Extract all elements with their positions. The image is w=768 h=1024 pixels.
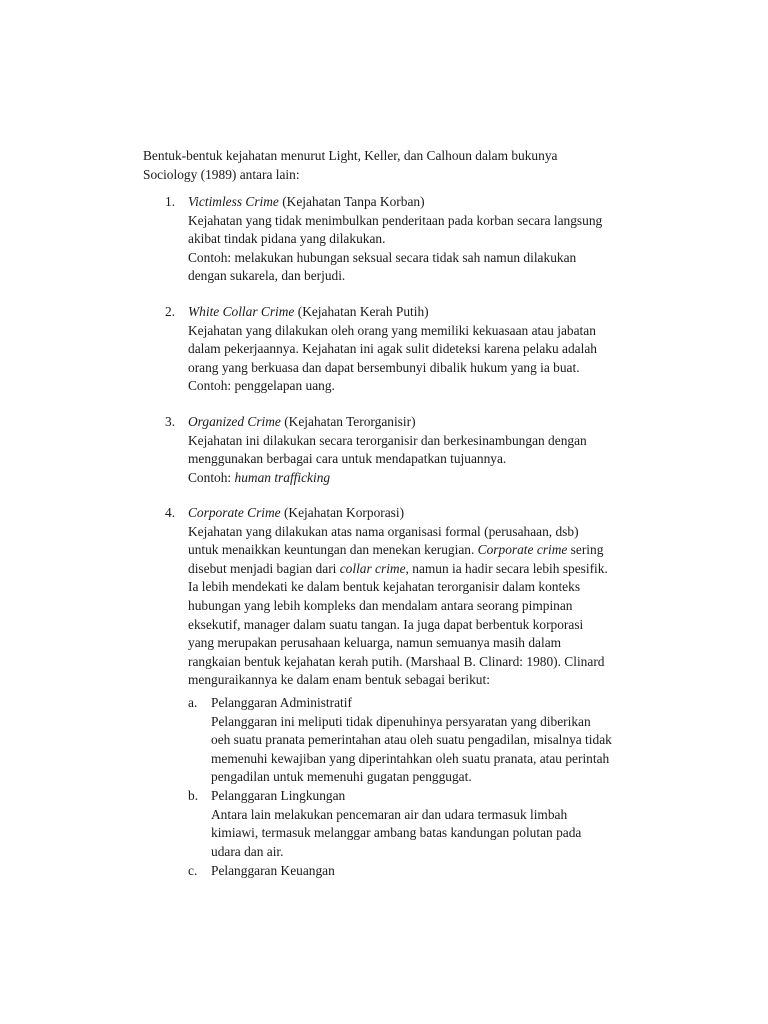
item-line: rangkaian bentuk kejahatan kerah putih. (Marshaal B. Clinard: 1980). Clinard [188, 653, 605, 669]
item-title-italic: White Collar Crime [188, 304, 295, 319]
text-run-italic: Corporate crime [477, 542, 568, 558]
item-title-italic: Corporate Crime [188, 505, 281, 520]
intro-line: Bentuk-bentuk kejahatan menurut Light, Keller, dan Calhoun dalam bukunya [143, 148, 558, 163]
item-title-rest: (Kejahatan Kerah Putih) [294, 304, 429, 319]
item-line: orang yang berkuasa dan dapat bersembunyi dibalik hukum yang ia buat. [188, 359, 580, 375]
item-number: 1. [165, 194, 176, 209]
text-run-italic: collar crime [339, 560, 406, 576]
item-line: dengan sukarela, dan berjudi. [188, 268, 346, 284]
intro-line: Sociology (1989) antara lain: [143, 166, 300, 182]
item-line: Ia lebih mendekati ke dalam bentuk kejahatan terorganisir dalam konteks [188, 579, 581, 595]
example-label: Contoh: [188, 469, 235, 485]
subitem-title: Pelanggaran Keuangan [211, 863, 335, 878]
text-run: , namun ia hadir secara lebih spesifik. [405, 560, 608, 576]
subitem-line: Antara lain melakukan pencemaran air dan udara termasuk limbah [211, 806, 568, 822]
item-number: 3. [165, 414, 176, 429]
example-italic: human trafficking [234, 469, 331, 485]
text-run: sering [567, 542, 604, 558]
item-line: Kejahatan yang tidak menimbulkan penderitaan pada korban secara langsung [188, 212, 603, 228]
item-line: Contoh: melakukan hubungan seksual secara tidak sah namun dilakukan [188, 249, 577, 265]
item-title [188, 413, 678, 432]
subitem-line: Pelanggaran ini meliputi tidak dipenuhinya persyaratan yang diberikan [211, 713, 591, 729]
item-title-rest: (Kejahatan Terorganisir) [280, 414, 416, 429]
subitem-line: udara dan air. [211, 843, 284, 859]
subitem-letter: b. [188, 788, 199, 803]
item-title [188, 303, 678, 322]
subitem-title: Pelanggaran Lingkungan [211, 788, 346, 803]
item-body [188, 193, 678, 286]
item-body [188, 504, 678, 690]
item-example [188, 469, 678, 488]
item-title [188, 504, 678, 523]
item-line: menggunakan berbagai cara untuk mendapatkan tujuannya. [188, 451, 507, 467]
item-line: eksekutif, manager dalam suatu tangan. Ia juga dapat berbentuk korporasi [188, 616, 584, 632]
item-line: dalam pekerjaannya. Kejahatan ini agak sulit dideteksi karena pelaku adalah [188, 341, 597, 357]
item-number: 4. [165, 505, 176, 520]
item-line: Contoh: penggelapan uang. [188, 378, 335, 394]
item-line: Kejahatan yang dilakukan oleh orang yang memiliki kekuasaan atau jabatan [188, 322, 596, 338]
item-title [188, 193, 678, 212]
intro-paragraph [143, 147, 663, 184]
item-line: menguraikannya ke dalam enam bentuk sebagai berikut: [188, 672, 490, 688]
item-title-italic: Organized Crime [188, 414, 281, 429]
subitem-letter: a. [188, 695, 198, 710]
subitem-line: oeh suatu pranata pemerintahan atau oleh suatu pengadilan, misalnya tidak [211, 732, 612, 748]
item-line [188, 541, 678, 560]
item-line: yang merupakan perusahaan keluarga, namun semuanya masih dalam [188, 635, 562, 651]
subitem-line: memenuhi kewajiban yang diperintahkan oleh suatu pranata, atau perintah [211, 750, 610, 766]
item-line: akibat tindak pidana yang dilakukan. [188, 231, 386, 247]
item-body [188, 413, 678, 487]
text-run: disebut menjadi bagian dari [188, 560, 340, 576]
item-body [188, 303, 678, 396]
item-line [188, 560, 678, 579]
subitem-body [211, 713, 678, 787]
item-line: Kejahatan ini dilakukan secara terorganisir dan berkesinambungan dengan [188, 432, 587, 448]
item-title-italic: Victimless Crime [188, 194, 279, 209]
text-run: untuk menaikkan keuntungan dan menekan kerugian. [188, 542, 478, 558]
subitem-line: kimiawi, termasuk melanggar ambang batas kandungan polutan pada [211, 825, 582, 841]
subitem-title: Pelanggaran Administratif [211, 695, 352, 710]
item-title-rest: (Kejahatan Tanpa Korban) [278, 194, 425, 209]
item-title-rest: (Kejahatan Korporasi) [280, 505, 405, 520]
item-line: Kejahatan yang dilakukan atas nama organisasi formal (perusahaan, dsb) [188, 523, 579, 539]
subitem-body [211, 806, 678, 862]
item-number: 2. [165, 304, 176, 319]
subitem-letter: c. [188, 863, 198, 878]
subitem-line: pengadilan untuk memenuhi gugatan penggugat. [211, 769, 472, 785]
item-line: hubungan yang lebih kompleks dan mendalam antara seorang pimpinan [188, 597, 573, 613]
